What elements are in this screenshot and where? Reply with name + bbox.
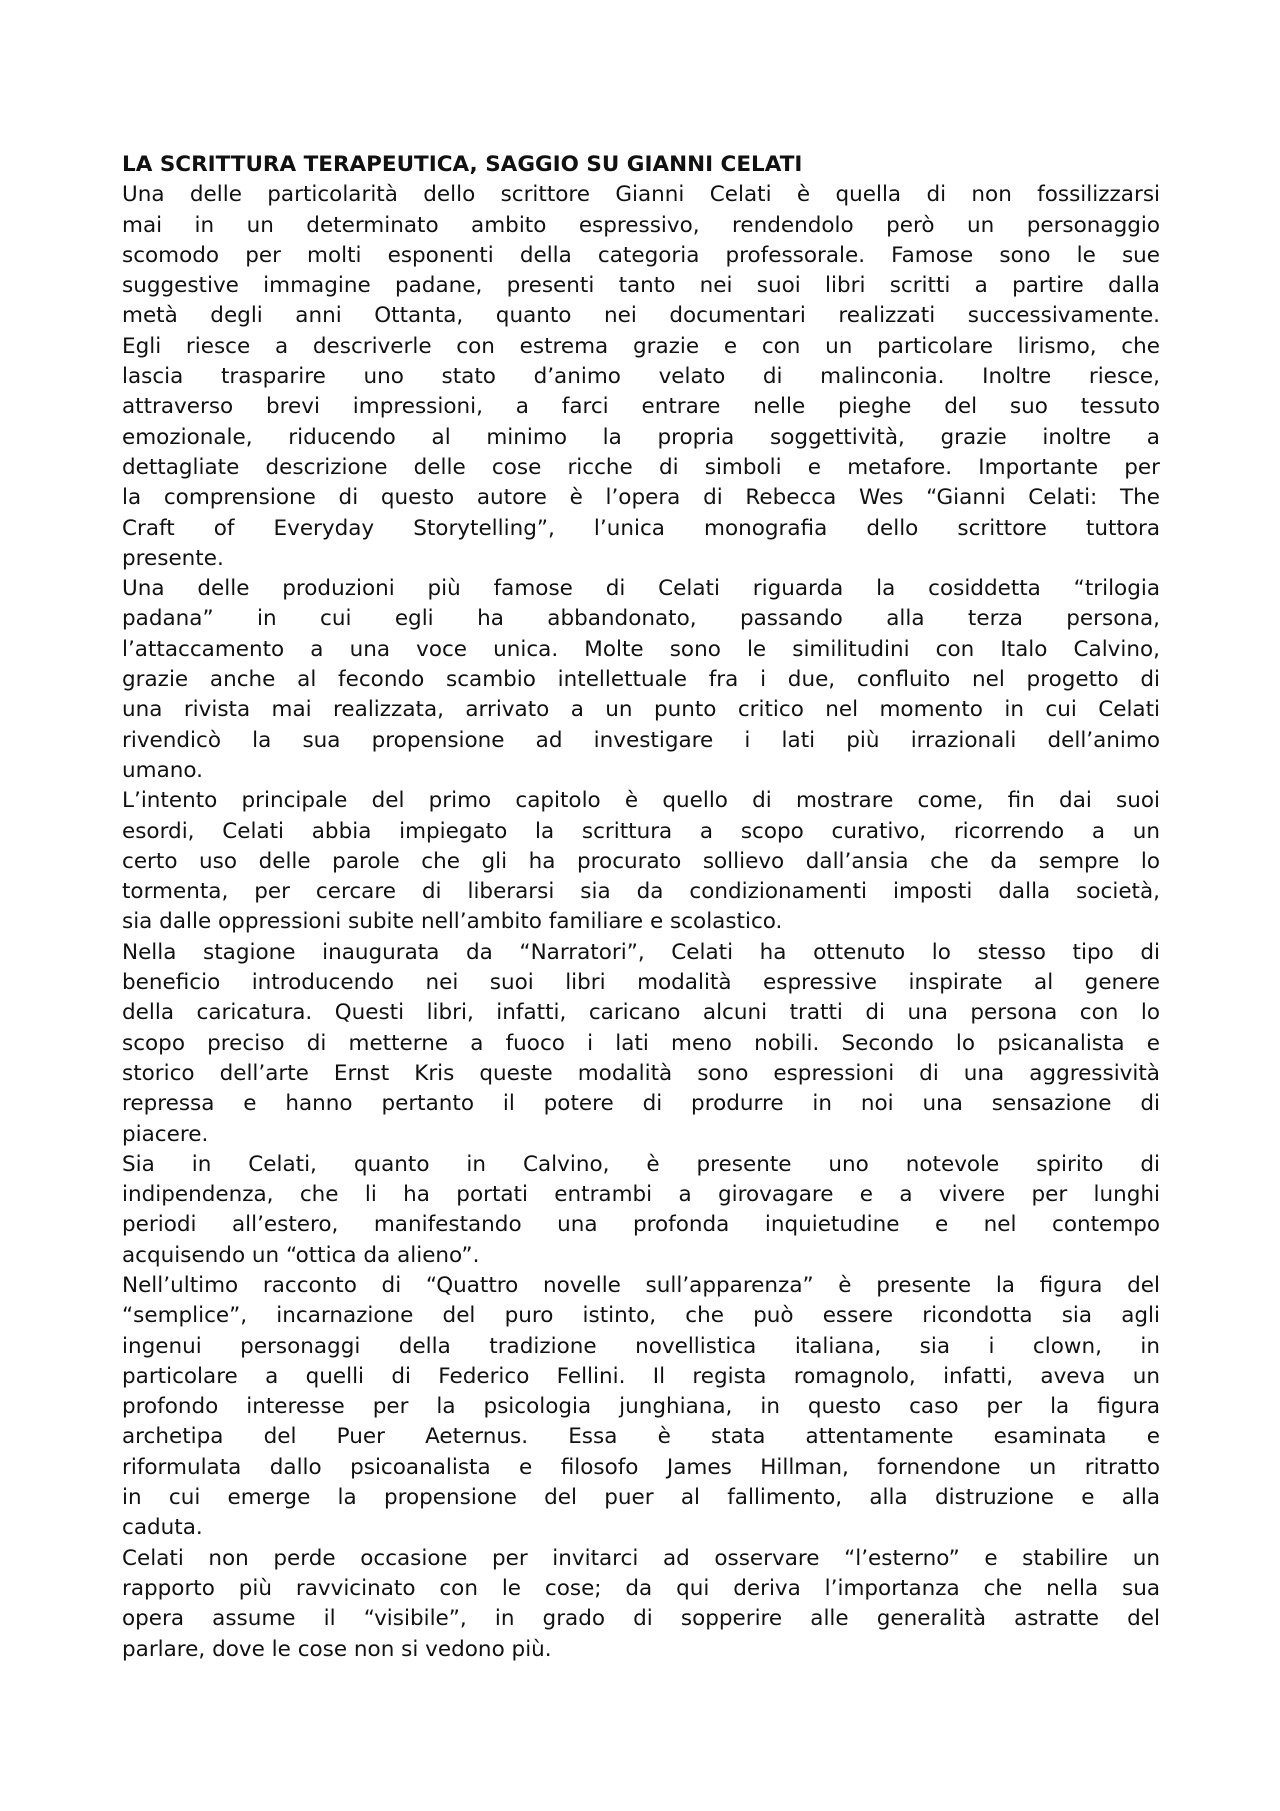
text-line: la comprensione di questo autore è l’opera di Rebecca Wes “Gianni Celati: The bbox=[122, 485, 1160, 511]
text-line: l’attaccamento a una voce unica. Molte sono le similitudini con Italo Calvino, bbox=[122, 636, 1160, 662]
text-line: indipendenza, che li ha portati entrambi a girovagare e a vivere per lunghi bbox=[122, 1182, 1160, 1208]
paragraph bbox=[122, 574, 1160, 786]
document-body bbox=[122, 180, 1160, 1665]
text-line: emozionale, riducendo al minimo la propria soggettività, grazie inoltre a bbox=[122, 424, 1160, 450]
text-line: Egli riesce a descriverle con estrema grazie e con un particolare lirismo, che bbox=[122, 333, 1160, 359]
text-line: Celati non perde occasione per invitarci ad osservare “l’esterno” e stabilire un bbox=[122, 1545, 1160, 1571]
text-line: una rivista mai realizzata, arrivato a un punto critico nel momento in cui Celati bbox=[122, 697, 1160, 723]
text-line: scomodo per molti esponenti della categoria professorale. Famose sono le sue bbox=[122, 242, 1160, 268]
text-line: Sia in Celati, quanto in Calvino, è presente uno notevole spirito di bbox=[122, 1151, 1160, 1177]
text-line: in cui emerge la propensione del puer al fallimento, alla distruzione e alla bbox=[122, 1485, 1160, 1511]
text-line: rivendicò la sua propensione ad investigare i lati più irrazionali dell’animo bbox=[122, 727, 1160, 753]
text-line: particolare a quelli di Federico Fellini. Il regista romagnolo, infatti, aveva un bbox=[122, 1363, 1160, 1389]
paragraph bbox=[122, 1544, 1160, 1665]
text-line: archetipa del Puer Aeternus. Essa è stata attentamente esaminata e bbox=[122, 1424, 1160, 1450]
text-line: Una delle particolarità dello scrittore Gianni Celati è quella di non fossilizzarsi bbox=[122, 182, 1160, 208]
text-line: metà degli anni Ottanta, quanto nei documentari realizzati successivamente. bbox=[122, 303, 1160, 329]
text-line: scopo preciso di metterne a fuoco i lati meno nobili. Secondo lo psicanalista e bbox=[122, 1030, 1160, 1056]
text-line: ingenui personaggi della tradizione novellistica italiana, sia i clown, in bbox=[122, 1333, 1160, 1359]
document-title: LA SCRITTURA TERAPEUTICA, SAGGIO SU GIANNI CELATI bbox=[122, 152, 803, 177]
text-line: esordi, Celati abbia impiegato la scrittura a scopo curativo, ricorrendo a un bbox=[122, 818, 1160, 844]
text-line: Nell’ultimo racconto di “Quattro novelle sull’apparenza” è presente la figura del bbox=[122, 1272, 1160, 1298]
text-line: suggestive immagine padane, presenti tanto nei suoi libri scritti a partire dalla bbox=[122, 273, 1160, 299]
text-line: L’intento principale del primo capitolo è quello di mostrare come, fin dai suoi bbox=[122, 788, 1160, 814]
text-line: presente. bbox=[122, 545, 224, 571]
text-line: Una delle produzioni più famose di Celati riguarda la cosiddetta “trilogia bbox=[122, 576, 1160, 602]
text-line: opera assume il “visibile”, in grado di sopperire alle generalità astratte del bbox=[122, 1606, 1160, 1632]
text-line: rapporto più ravvicinato con le cose; da qui deriva l’importanza che nella sua bbox=[122, 1575, 1160, 1601]
text-line: periodi all’estero, manifestando una profonda inquietudine e nel contempo bbox=[122, 1212, 1160, 1238]
text-line: attraverso brevi impressioni, a farci entrare nelle pieghe del suo tessuto bbox=[122, 394, 1160, 420]
document-page bbox=[122, 150, 1160, 1665]
paragraph bbox=[122, 180, 1160, 574]
text-line: riformulata dallo psicoanalista e filosofo James Hillman, fornendone un ritratto bbox=[122, 1454, 1160, 1480]
text-line: caduta. bbox=[122, 1515, 203, 1541]
text-line: parlare, dove le cose non si vedono più. bbox=[122, 1636, 552, 1662]
text-line: dettagliate descrizione delle cose ricche di simboli e metafore. Importante per bbox=[122, 454, 1160, 480]
text-line: sia dalle oppressioni subite nell’ambito familiare e scolastico. bbox=[122, 909, 783, 935]
text-line: grazie anche al fecondo scambio intellettuale fra i due, confluito nel progetto di bbox=[122, 667, 1160, 693]
text-line: tormenta, per cercare di liberarsi sia da condizionamenti imposti dalla società, bbox=[122, 879, 1160, 905]
text-line: della caricatura. Questi libri, infatti, caricano alcuni tratti di una persona con lo bbox=[122, 1000, 1160, 1026]
text-line: padana” in cui egli ha abbandonato, passando alla terza persona, bbox=[122, 606, 1160, 632]
text-line: Craft of Everyday Storytelling”, l’unica monografia dello scrittore tuttora bbox=[122, 515, 1160, 541]
paragraph bbox=[122, 1271, 1160, 1544]
text-line: acquisendo un “ottica da alieno”. bbox=[122, 1242, 480, 1268]
text-line: umano. bbox=[122, 757, 203, 783]
text-line: “semplice”, incarnazione del puro istinto, che può essere ricondotta sia agli bbox=[122, 1303, 1160, 1329]
text-line: repressa e hanno pertanto il potere di produrre in noi una sensazione di bbox=[122, 1091, 1160, 1117]
text-line: storico dell’arte Ernst Kris queste modalità sono espressioni di una aggressività bbox=[122, 1060, 1160, 1086]
text-line: Nella stagione inaugurata da “Narratori”, Celati ha ottenuto lo stesso tipo di bbox=[122, 939, 1160, 965]
text-line: certo uso delle parole che gli ha procurato sollievo dall’ansia che da sempre lo bbox=[122, 848, 1160, 874]
paragraph bbox=[122, 1150, 1160, 1271]
text-line: piacere. bbox=[122, 1121, 209, 1147]
text-line: beneficio introducendo nei suoi libri modalità espressive inspirate al genere bbox=[122, 970, 1160, 996]
text-line: profondo interesse per la psicologia junghiana, in questo caso per la figura bbox=[122, 1394, 1160, 1420]
text-line: mai in un determinato ambito espressivo, rendendolo però un personaggio bbox=[122, 212, 1160, 238]
paragraph bbox=[122, 938, 1160, 1150]
text-line: lascia trasparire uno stato d’animo velato di malinconia. Inoltre riesce, bbox=[122, 364, 1160, 390]
paragraph bbox=[122, 786, 1160, 937]
